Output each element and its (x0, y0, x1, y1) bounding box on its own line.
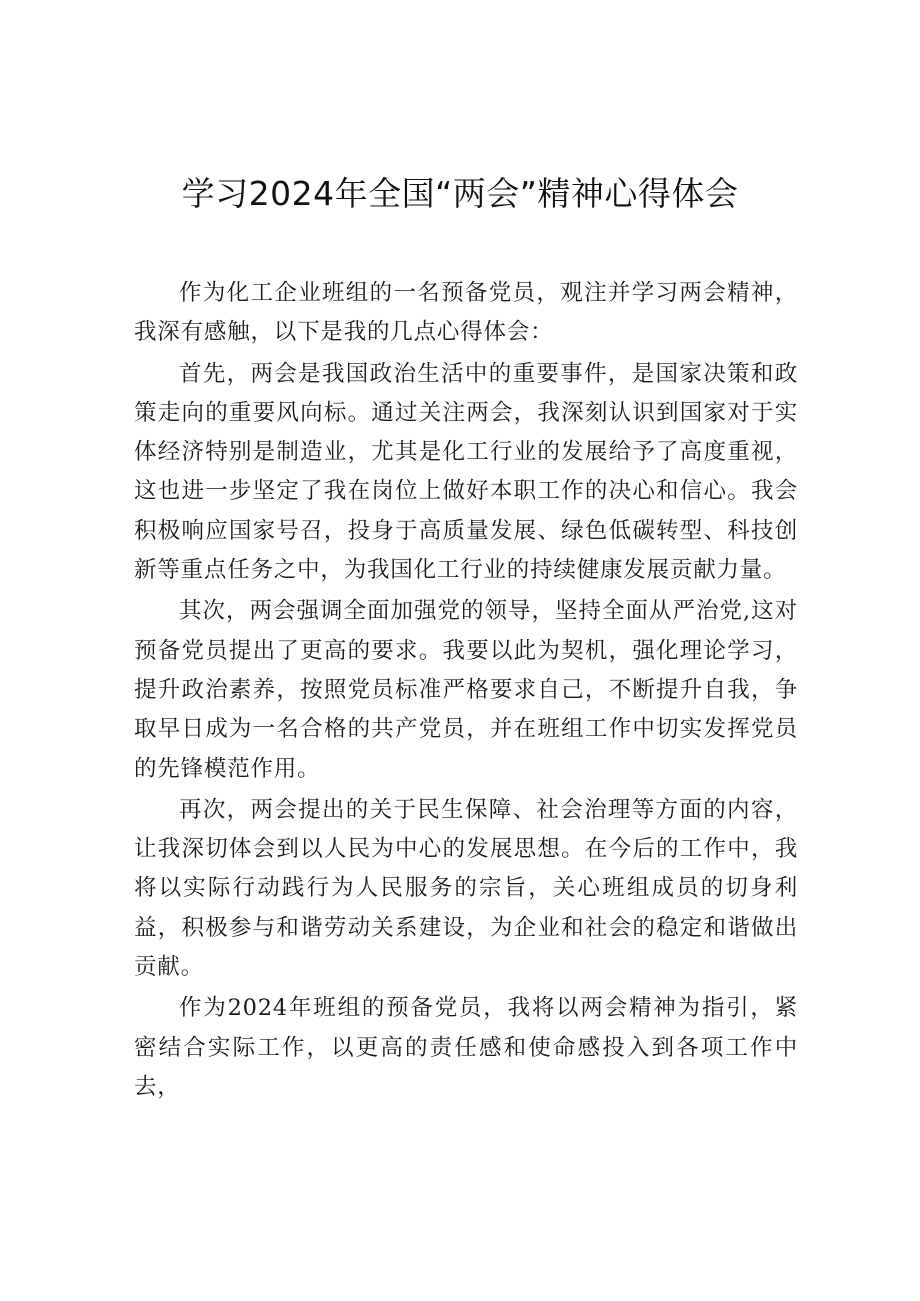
paragraph-third-point: 再次，两会提出的关于民生保障、社会治理等方面的内容，让我深切体会到以人民为中心的发展思想。在今后的工作中，我将以实际行动践行为人民服务的宗旨，关心班组成员的切身利益，积极参与和谐劳动关系建设，为企业和社会的稳定和谐做出贡献。 (134, 796, 798, 981)
paragraph-conclusion: 作为2024年班组的预备党员，我将以两会精神为指引，紧密结合实际工作，以更高的责任感和使命感投入到各项工作中去， (134, 995, 798, 1100)
paragraph-intro: 作为化工企业班组的一名预备党员，观注并学习两会精神，我深有感触，以下是我的几点心得体会： (134, 280, 798, 346)
paragraph-second-point: 其次，两会强调全面加强党的领导，坚持全面从严治党,这对预备党员提出了更高的要求。我要以此为契机，强化理论学习，提升政治素养，按照党员标准严格要求自己，不断提升自我，争取早日成为一名合格的共产党员，并在班组工作中切实发挥党员的先锋模范作用。 (134, 598, 798, 782)
document-body (134, 274, 798, 1109)
document-title: 学习2024年全国“两会”精神心得体会 (181, 174, 739, 213)
paragraph-first-point: 首先，两会是我国政治生活中的重要事件，是国家决策和政策走向的重要风向标。通过关注两会，我深刻认识到国家对于实体经济特别是制造业，尤其是化工行业的发展给予了高度重视，这也进一步坚定了我在岗位上做好本职工作的决心和信心。我会积极响应国家号召，投身于高质量发展、绿色低碳转型、科技创新等重点任务之中，为我国化工行业的持续健康发展贡献力量。 (134, 360, 798, 584)
